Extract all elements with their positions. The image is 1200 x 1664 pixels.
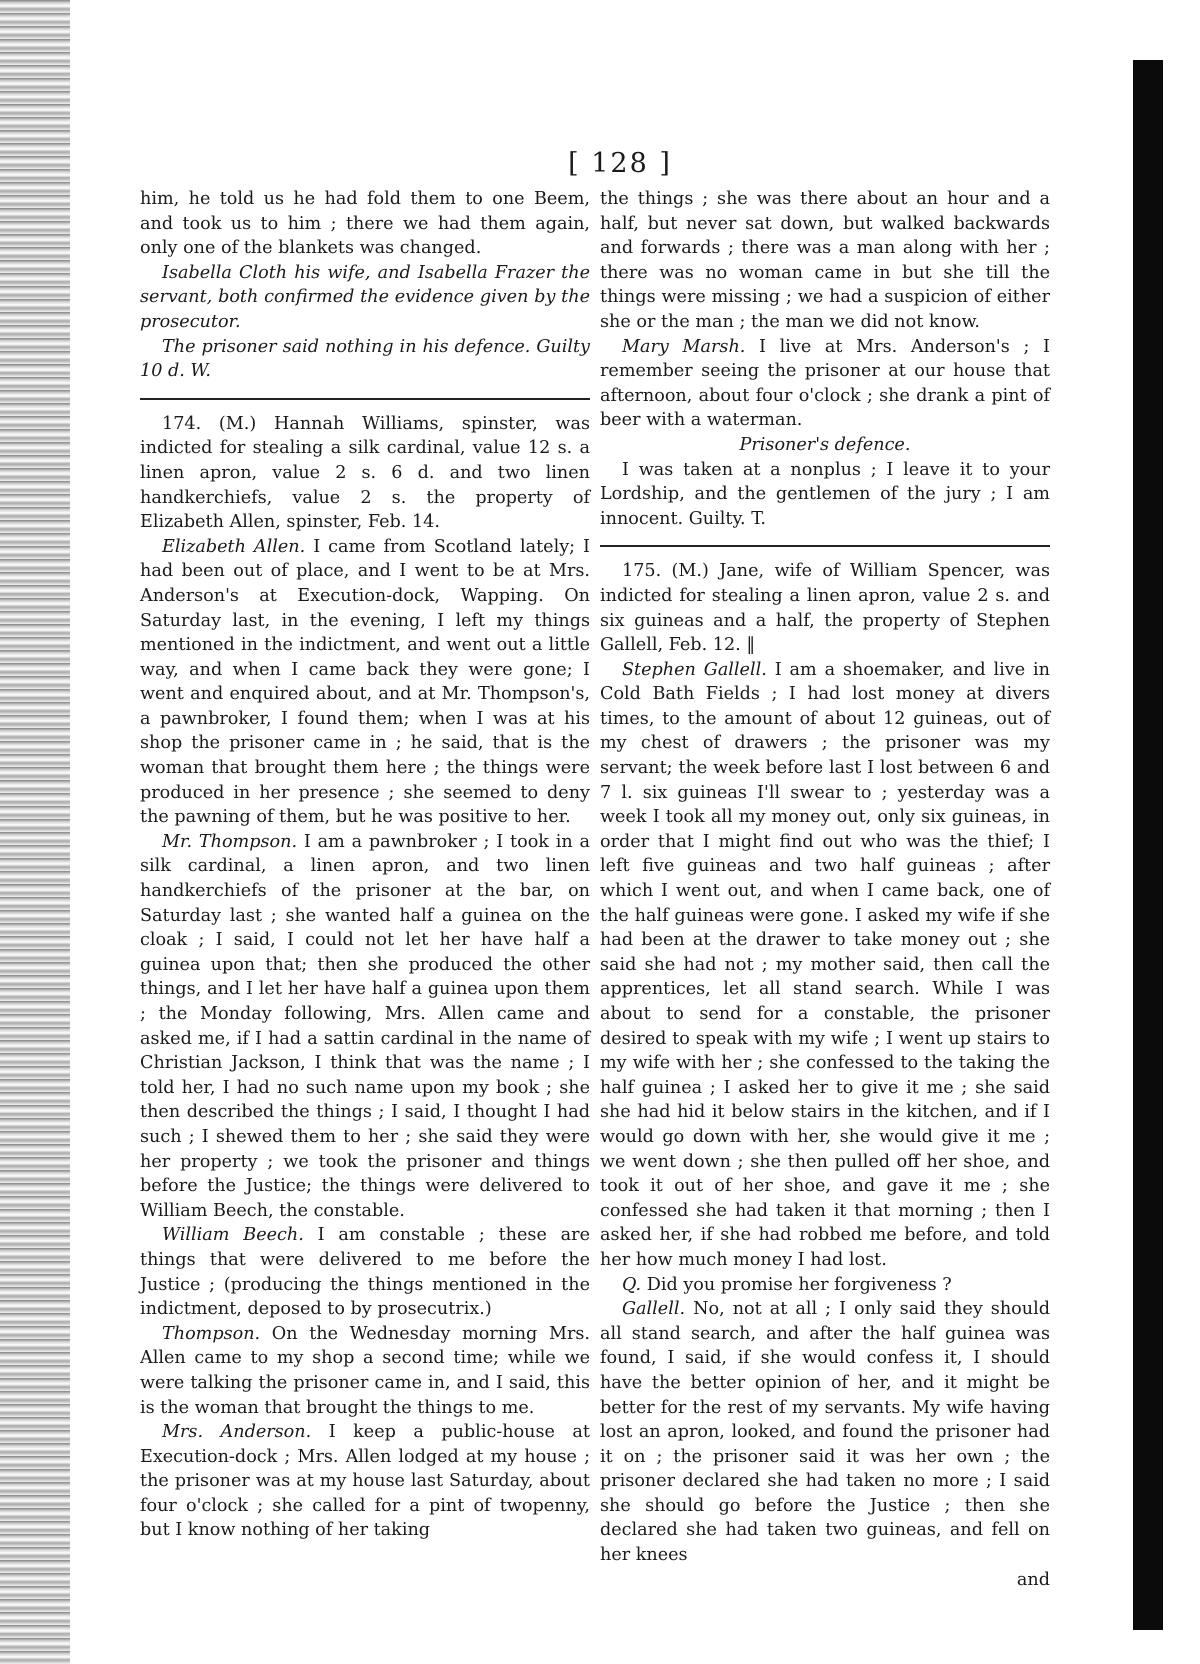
- testimony-text: I am constable ; these are things that were delivered to me before the Justice ; (producing the things mentioned in the indictment, deposed to by prosecutrix.): [140, 1225, 590, 1320]
- testimony-text: I came from Scotland lately; I had been out of place, and I went to be at Mrs. Anderson's at Execution-dock, Wapping. On Saturday last, in the evening, I left my things mentioned in the indictment, and went out a little way, and when I came back they were gone; I went and enquired about, and at Mr. Thompson's, a pawnbroker, I found them; when I was at his shop the prisoner came in ; he said, that is the woman that brought them here ; the things were produced in her presence ; she seemed to deny the pawning of them, but he was positive to her.: [140, 536, 590, 828]
- section-divider: [140, 398, 590, 400]
- speaker-name: Gallell.: [622, 1299, 694, 1320]
- speaker-name: Mrs. Anderson.: [162, 1422, 329, 1443]
- testimony-paragraph: [600, 658, 1050, 1273]
- left-column: [140, 187, 590, 1543]
- testimony-paragraph: [140, 1223, 590, 1321]
- body-paragraph: 175. (M.) Jane, wife of William Spencer, was indicted for stealing a linen apron, value 2 s. and six guineas and a half, the property of Stephen Gallell, Feb. 12. ‖: [600, 561, 1050, 656]
- section-divider: [600, 545, 1050, 547]
- testimony-paragraph: [140, 535, 590, 830]
- testimony-paragraph: [140, 1322, 590, 1420]
- body-paragraph: him, he told us he had fold them to one Beem, and took us to him ; there we had them again, only one of the blankets was changed.: [140, 189, 590, 259]
- italic-paragraph: Isabella Cloth his wife, and Isabella Frazer the servant, both confirmed the evidence given by the prosecutor.: [140, 262, 590, 332]
- body-paragraph: I was taken at a nonplus ; I leave it to your Lordship, and the gentlemen of the jury ; I am innocent. Guilty. T.: [600, 459, 1050, 529]
- testimony-text: On the Wednesday morning Mrs. Allen came to my shop a second time; while we were talking the prisoner came in, and I said, this is the woman that brought the things to me.: [140, 1323, 590, 1418]
- testimony-text: I am a pawnbroker ; I took in a silk cardinal, a linen apron, and two linen handkerchiefs of the prisoner at the bar, on Saturday last ; she wanted half a guinea on the cloak ; I said, I could not let her have half a guinea upon that; then she produced the other things, and I let her have half a guinea upon them ; the Monday following, Mrs. Allen came and asked me, if I had a sattin cardinal in the name of Christian Jackson, I think that was the name ; I told her, I had no such name upon my book ; she then described the things ; I said, I thought I had such ; I shewed them to her ; she said they were her property ; we took the prisoner and things before the Justice; the things were delivered to William Beech, the constable.: [140, 831, 591, 1221]
- scan-right-bar: [1133, 60, 1163, 1630]
- testimony-paragraph: [600, 1297, 1050, 1568]
- speaker-name: Thompson.: [162, 1323, 272, 1344]
- right-column: [600, 187, 1050, 1592]
- testimony-text: Did you promise her forgiveness ?: [646, 1274, 952, 1295]
- speaker-name: William Beech.: [162, 1225, 318, 1246]
- testimony-text: I keep a public-house at Execution-dock ; Mrs. Allen lodged at my house ; the prisoner was at my house last Saturday, about four o'clock ; she called for a pint of twopenny, but I know nothing of her taking: [140, 1422, 590, 1541]
- testimony-text: I am a shoemaker, and live in Cold Bath Fields ; I had lost money at divers times, to the amount of about 12 guineas, out of my chest of drawers ; the prisoner was my servant; the week before last I lost between 6 and 7 l. six guineas I'll swear to ; yesterday was a week I took all my money out, only six guineas, in order that I might find out who was the thief; I left five guineas and two half guineas ; after which I went out, and when I came back, one of the half guineas were gone. I asked my wife if she had been at the drawer to take money out ; she said she had not ; my mother said, then call the apprentices, let all stand search. While I was about to send for a constable, the prisoner desired to speak with my wife ; I went up stairs to my wife with her ; she confessed to the taking the half guinea ; I asked her to give it me ; she said she had hid it below stairs in the kitchen, and if I would go down with her, she would give it me ; we went down ; she then pulled off her shoe, and took it out of her shoe, and gave it me ; she confessed she had taken it that morning ; then I asked her, if she had robbed me before, and told her how much money I had lost.: [600, 659, 1050, 1270]
- section-heading: Prisoner's defence.: [739, 434, 911, 455]
- testimony-paragraph: [140, 1420, 590, 1543]
- testimony-text: No, not at all ; I only said they should all stand search, and after the half guinea was found, I said, if she would confess it, I should have the better opinion of her, and it might be better for the rest of my servants. My wife having lost an apron, looked, and found the prisoner had it on ; the prisoner said it was her own ; the prisoner declared she had taken no more ; I said she should go before the Justice ; then she declared she had taken two guineas, and fell on her knees: [600, 1299, 1050, 1566]
- body-paragraph: 174. (M.) Hannah Williams, spinster, was indicted for stealing a silk cardinal, value 12 s. a linen apron, value 2 s. 6 d. and two linen handkerchiefs, value 2 s. the property of Elizabeth Allen, spinster, Feb. 14.: [140, 413, 590, 533]
- body-paragraph: the things ; she was there about an hour and a half, but never sat down, but walked backwards and forwards ; there was a man along with her ; there was no woman came in but she till the things were missing ; we had a suspicion of either she or the man ; the man we did not know.: [600, 189, 1050, 332]
- speaker-name: Stephen Gallell.: [622, 659, 775, 680]
- speaker-name: Mr. Thompson.: [162, 831, 304, 852]
- page-number: [ 128 ]: [568, 148, 672, 179]
- speaker-name: Q.: [622, 1274, 647, 1295]
- speaker-name: Elizabeth Allen.: [162, 536, 314, 557]
- testimony-text: I live at Mrs. Anderson's ; I remember seeing the prisoner at our house that afternoon, about four o'clock ; she drank a pint of beer with a waterman.: [600, 336, 1050, 431]
- speaker-name: Mary Marsh.: [622, 336, 760, 357]
- catchword: and: [1016, 1569, 1050, 1590]
- testimony-paragraph: [600, 1273, 1050, 1298]
- testimony-paragraph: [140, 830, 590, 1224]
- italic-paragraph: The prisoner said nothing in his defence. Guilty 10 d. W.: [140, 336, 590, 382]
- scan-left-edge: [0, 0, 70, 1664]
- testimony-paragraph: [600, 335, 1050, 433]
